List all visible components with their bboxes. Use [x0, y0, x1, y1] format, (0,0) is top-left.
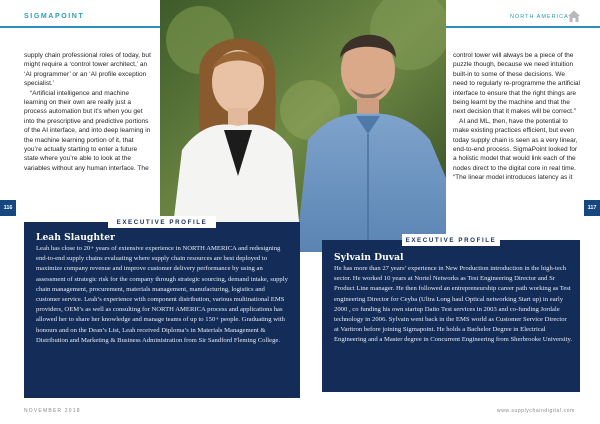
- executives-photo: [160, 0, 446, 252]
- house-icon[interactable]: [567, 9, 581, 23]
- paragraph: “Artificial intelligence and machine learning on their own are really just a process automation but it’s when you get into the prescriptive and predictive portions of the AI interface, and into deep learning in the machine learning portion of it, that you’re actually starting to enter a future state where you’re able to look at the variables without any human interface. The: [24, 89, 151, 172]
- profile-label: EXECUTIVE PROFILE: [402, 234, 500, 246]
- profile-name: Sylvain Duval: [334, 252, 404, 263]
- executive-profile-leah: [24, 218, 300, 398]
- profile-bio: Leah has close to 20+ years of extensive experience in NORTH AMERICA and redesigning end-to-end supply chains evaluating where supply chain resources are best deployed to maximize company revenue and improve customer delivery performance by using an assessment of strategic risk for the company through strategic sourcing, demand intake, supply chain management, procurement, materials management, manufacturing, logistics and customer service. Leah’s experience with component distribution, various multinational EMS providers, OEM’s as well as consulting for NORTH AMERICA process and applications has allowed her to share her knowledge and manage teams of up to 150+ people. Graduating with honours and on the Dean’s List, Leah received Diploma’s in Materials Management & Distribution and Marketing & Business Administration from Sir Sandford Fleming College.: [36, 245, 288, 344]
- header-rule-left: [0, 26, 160, 28]
- website-link[interactable]: www.supplychaindigital.com: [497, 408, 575, 414]
- profile-label: EXECUTIVE PROFILE: [108, 216, 216, 228]
- section-title: NORTH AMERICA: [510, 14, 569, 20]
- paragraph: control tower will always be a piece of the puzzle though, because we need intuition built-in to some of these decisions. We need to regularly re-programme the artificial interface to ensure that the right things are being learnt by the machine and that the next decision that it makes will be correct.”: [453, 52, 580, 116]
- header-rule-right: [446, 26, 600, 28]
- page-number-left: 116: [0, 200, 16, 216]
- page-number-right: 117: [584, 200, 600, 216]
- paragraph: AI and ML, then, have the potential to make existing practices efficient, but even today supply chain is seen as a very linear, end-to-end process. SigmaPoint looked for a holistic model that would link each of the nodes direct to the digital core in real time. “The linear model introduces latency as it: [453, 117, 578, 182]
- profile-bio: He has more than 27 years’ experience in New Production introduction in the high-tech sector. He worked 10 years at Nortel Networks as Test Engineering Director and Sr Product Line manager. He then followed an entrepreneurship career path working as Test engineering Director for Ceyba (Ultra Long haul Optical networking Start up) in early 2000 , co funding his own startup Daito Test services in 2003 and co-funding Jordale technology in 2006. Sylvain went back in the EMS world as Customer Service Director at Varitron before joining Sigmapoint. He holds a Bachelor Degree in Electrical Engineering and a Master degree in Concurrent Engineering from Sherbrooke University.: [334, 265, 573, 344]
- issue-date: NOVEMBER 2018: [24, 408, 81, 414]
- profile-name: Leah Slaughter: [36, 232, 115, 243]
- paragraph: supply chain professional roles of today, but might require a ‘control tower architect,’ an ‘AI programmer’ or an ‘AI profile exception specialist.’: [24, 52, 151, 88]
- article-column-right: [453, 51, 581, 183]
- executive-profile-sylvain: [322, 236, 580, 392]
- brand-title: SIGMAPOINT: [24, 13, 85, 20]
- article-column-left: [24, 51, 152, 173]
